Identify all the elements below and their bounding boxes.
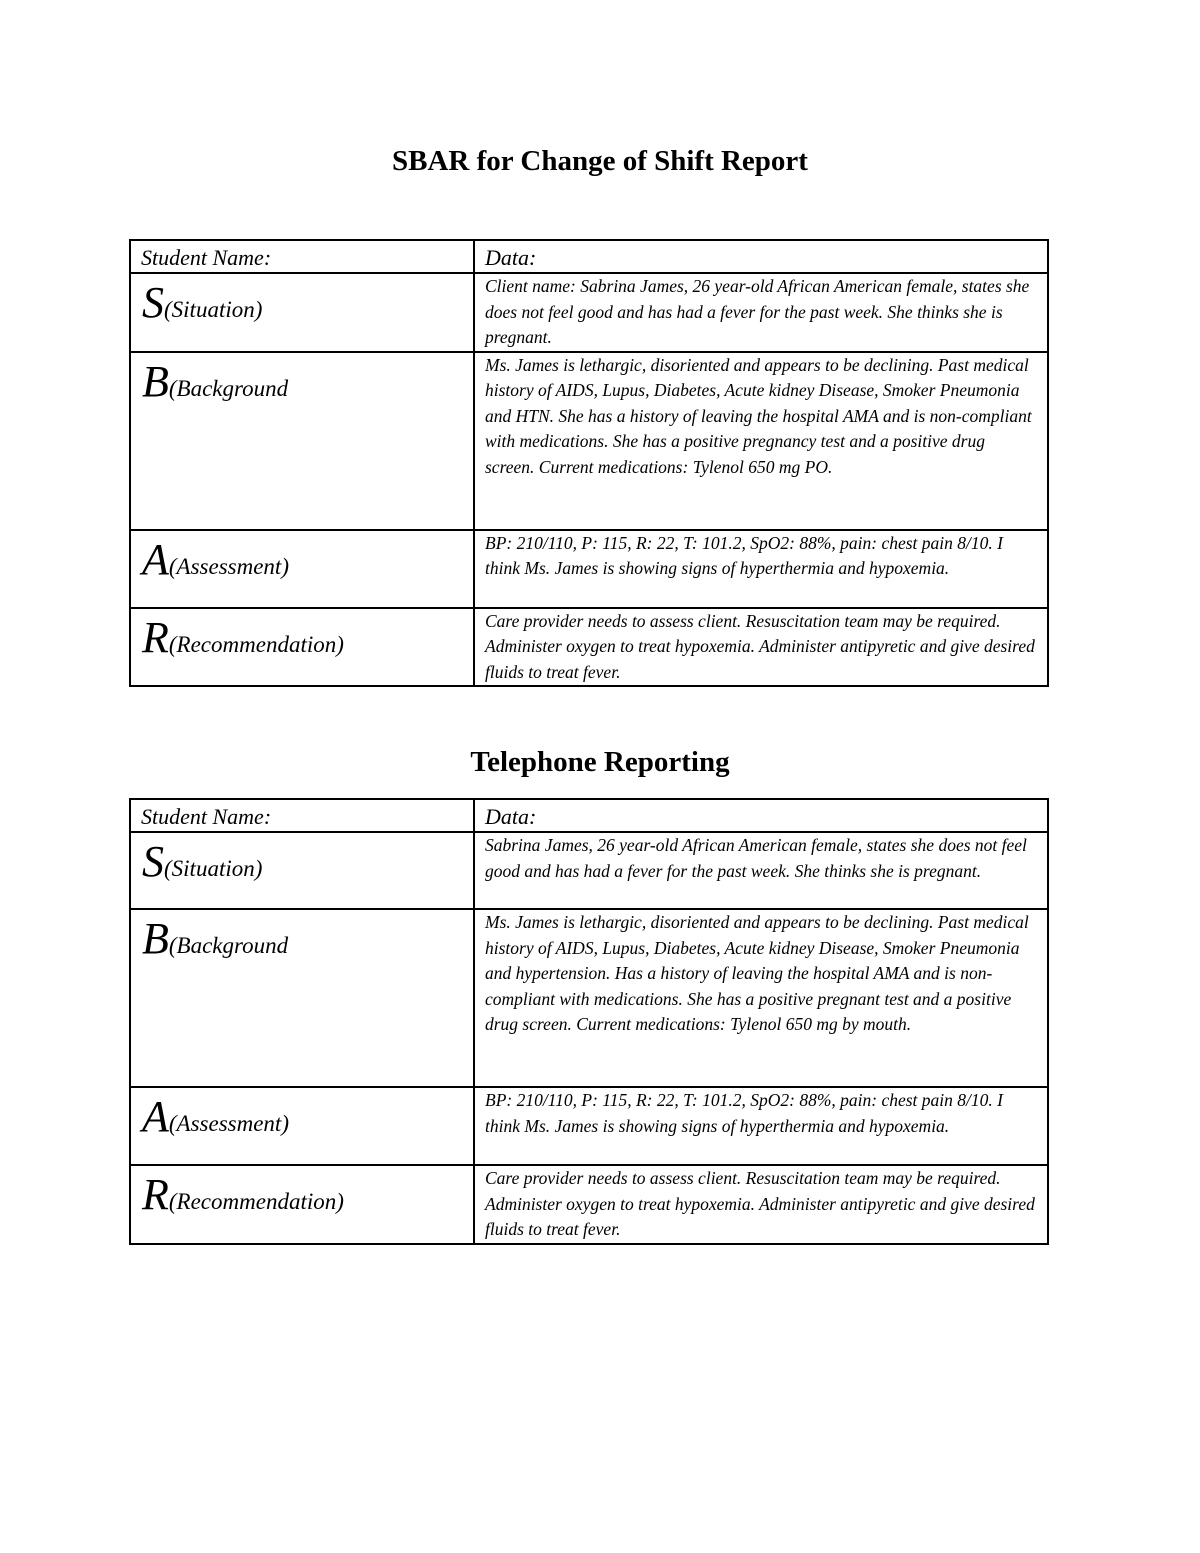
situation-text-cell xyxy=(474,832,1048,909)
recommendation-text: Care provider needs to assess client. Resuscitation team may be required. Administer oxygen to treat hypoxemia. Administer antipyretic and give desired fluids to treat fever. xyxy=(485,610,1035,682)
page-title-telephone-reporting: Telephone Reporting xyxy=(470,746,730,778)
recommendation-label-cell xyxy=(130,1165,474,1244)
background-label: (Background xyxy=(168,375,289,401)
background-letter: B xyxy=(142,914,169,963)
recommendation-label-cell xyxy=(130,608,474,687)
student-name-header xyxy=(130,240,474,273)
assessment-letter: A xyxy=(142,1092,169,1141)
background-label-cell xyxy=(130,352,474,530)
student-name-label: Student Name: xyxy=(141,804,272,829)
assessment-label-cell xyxy=(130,530,474,608)
assessment-text-cell xyxy=(474,1087,1048,1165)
background-label-cell xyxy=(130,909,474,1087)
data-header xyxy=(474,799,1048,832)
recommendation-text-cell xyxy=(474,608,1048,687)
recommendation-text-cell xyxy=(474,1165,1048,1244)
assessment-label-cell xyxy=(130,1087,474,1165)
situation-letter: S xyxy=(142,278,164,327)
recommendation-row xyxy=(130,1165,1048,1244)
data-label: Data: xyxy=(485,804,537,829)
assessment-row xyxy=(130,530,1048,608)
assessment-text: BP: 210/110, P: 115, R: 22, T: 101.2, SpO2: 88%, pain: chest pain 8/10. I think Ms. James is showing signs of hyperthermia and hypoxemia. xyxy=(485,1090,1003,1136)
table-header-row xyxy=(130,240,1048,273)
background-row xyxy=(130,352,1048,530)
background-label: (Background xyxy=(168,933,289,958)
assessment-label: (Assessment) xyxy=(168,1111,289,1136)
assessment-row xyxy=(130,1087,1048,1165)
assessment-label: (Assessment) xyxy=(168,553,289,579)
data-header xyxy=(474,240,1048,273)
sbar-table-shift-report xyxy=(129,239,1049,687)
situation-label-cell xyxy=(130,832,474,909)
background-letter: B xyxy=(142,356,169,406)
background-text: Ms. James is lethargic, disoriented and appears to be declining. Past medical history of AIDS, Lupus, Diabetes, Acute kidney Disease, Smoker Pneumonia and HTN. She has a history of leaving the hospital AMA and is non-compliant with medications. She has a positive pregnancy test and a positive drug screen. Current medications: Tylenol 650 mg PO. xyxy=(485,354,1032,477)
situation-text: Sabrina James, 26 year-old African American female, states she does not feel good and has had a fever for the past week. She thinks she is pregnant. xyxy=(485,835,1027,881)
page-title-sbar-shift-report: SBAR for Change of Shift Report xyxy=(392,145,808,177)
background-text-cell xyxy=(474,909,1048,1087)
situation-label: (Situation) xyxy=(164,856,263,881)
assessment-text-cell xyxy=(474,530,1048,608)
situation-label-cell xyxy=(130,273,474,352)
data-label: Data: xyxy=(485,245,537,270)
background-text: Ms. James is lethargic, disoriented and appears to be declining. Past medical history of AIDS, Lupus, Diabetes, Acute kidney Disease, Smoker Pneumonia and hypertension. Has a history of leaving the hospital AMA and is non-compliant with medications. She has a positive pregnant test and a positive drug screen. Current medications: Tylenol 650 mg by mouth. xyxy=(485,912,1029,1034)
sbar-table-telephone-reporting xyxy=(129,798,1049,1245)
recommendation-label: (Recommendation) xyxy=(168,631,344,657)
background-text-cell xyxy=(474,352,1048,530)
situation-label: (Situation) xyxy=(164,297,263,322)
situation-row xyxy=(130,273,1048,352)
situation-text-cell xyxy=(474,273,1048,352)
assessment-letter: A xyxy=(142,534,169,584)
recommendation-text: Care provider needs to assess client. Resuscitation team may be required. Administer oxygen to treat hypoxemia. Administer antipyretic and give desired fluids to treat fever. xyxy=(485,1168,1035,1239)
background-row xyxy=(130,909,1048,1087)
table-header-row xyxy=(130,799,1048,832)
student-name-label: Student Name: xyxy=(141,245,272,270)
recommendation-label: (Recommendation) xyxy=(168,1189,344,1214)
situation-row xyxy=(130,832,1048,909)
recommendation-letter: R xyxy=(142,612,169,662)
recommendation-row xyxy=(130,608,1048,687)
situation-letter: S xyxy=(142,837,164,886)
recommendation-letter: R xyxy=(142,1170,169,1219)
situation-text: Client name: Sabrina James, 26 year-old African American female, states she does not feel good and has had a fever for the past week. She thinks she is pregnant. xyxy=(485,276,1030,347)
student-name-header xyxy=(130,799,474,832)
assessment-text: BP: 210/110, P: 115, R: 22, T: 101.2, SpO2: 88%, pain: chest pain 8/10. I think Ms. James is showing signs of hyperthermia and hypoxemia. xyxy=(485,532,1003,578)
